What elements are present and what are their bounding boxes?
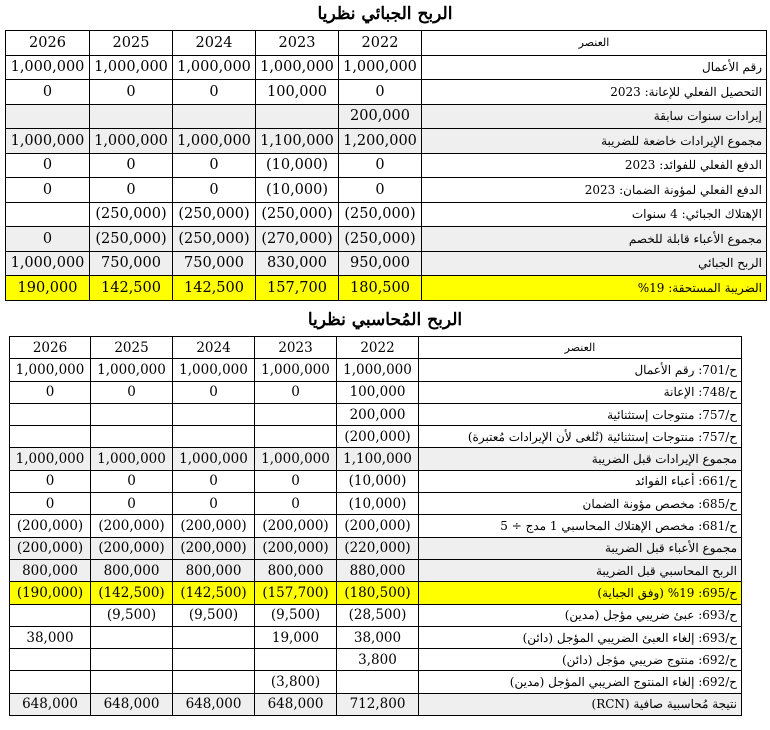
value-cell: 0: [173, 470, 255, 492]
table-row: [6, 251, 767, 276]
value-cell: (200,000): [255, 515, 337, 537]
table-row: [6, 129, 767, 154]
value-cell: 648,000: [173, 693, 255, 715]
table-row: [6, 55, 767, 80]
table-row: [10, 537, 742, 559]
row-label: ح/701: رقم الأعمال: [419, 359, 742, 381]
value-cell: 950,000: [339, 251, 422, 276]
value-cell: (220,000): [337, 537, 419, 559]
table-row: [10, 604, 742, 626]
value-cell: (250,000): [339, 202, 422, 227]
value-cell: 100,000: [256, 80, 339, 105]
value-cell: 1,000,000: [256, 55, 339, 80]
value-cell: 0: [173, 493, 255, 515]
value-cell: (270,000): [256, 227, 339, 252]
value-cell: 0: [10, 493, 91, 515]
table-row: [10, 559, 742, 581]
value-cell: 0: [10, 470, 91, 492]
value-cell: 1,000,000: [6, 129, 90, 154]
value-cell: 800,000: [255, 559, 337, 581]
value-cell: 0: [6, 227, 90, 252]
table-row: [6, 178, 767, 203]
value-cell: 200,000: [337, 403, 419, 425]
value-cell: (250,000): [256, 202, 339, 227]
value-cell: 830,000: [256, 251, 339, 276]
row-label: ح/693: إلغاء العبئ الضريبي المؤجل (دائن): [419, 626, 742, 648]
value-cell: 0: [255, 493, 337, 515]
table-row: [6, 153, 767, 178]
value-cell: 0: [173, 80, 256, 105]
value-cell: [6, 202, 90, 227]
row-label: رقم الأعمال: [422, 55, 767, 80]
value-cell: 1,000,000: [90, 55, 173, 80]
table-row: [10, 470, 742, 492]
value-cell: [91, 426, 173, 448]
value-cell: 0: [91, 470, 173, 492]
value-cell: [173, 426, 255, 448]
row-label: نتيجة مُحاسبية صافية (RCN): [419, 693, 742, 715]
value-cell: (157,700): [255, 582, 337, 604]
year-header: 2024: [173, 337, 255, 359]
row-label: ح/757: منتوجات إستثنائية: [419, 403, 742, 425]
value-cell: [10, 671, 91, 693]
table2-title: الربح المُحاسبي نظريا: [307, 310, 463, 330]
table-row: [10, 582, 742, 604]
row-label: ح/757: منتوجات إستثنائية (تُلغى لأن الإيرادات مُعتبرة): [419, 426, 742, 448]
value-cell: 1,000,000: [173, 448, 255, 470]
value-cell: (200,000): [173, 537, 255, 559]
value-cell: (180,500): [337, 582, 419, 604]
table-header-row: [6, 31, 767, 56]
table-row: [10, 649, 742, 671]
value-cell: (9,500): [173, 604, 255, 626]
value-cell: 800,000: [10, 559, 91, 581]
value-cell: 0: [255, 470, 337, 492]
row-label: ح/661: أعباء الفوائد: [419, 470, 742, 492]
value-cell: [255, 403, 337, 425]
value-cell: 0: [6, 153, 90, 178]
value-cell: (200,000): [173, 515, 255, 537]
value-cell: 0: [339, 80, 422, 105]
value-cell: 880,000: [337, 559, 419, 581]
value-cell: 800,000: [91, 559, 173, 581]
value-cell: [173, 671, 255, 693]
year-header: 2023: [256, 31, 339, 56]
table-row: [10, 359, 742, 381]
table-header-row: [10, 337, 742, 359]
table-row: [10, 493, 742, 515]
row-label: ح/692: منتوج ضريبي مؤجل (دائن): [419, 649, 742, 671]
year-header: 2022: [337, 337, 419, 359]
value-cell: [255, 426, 337, 448]
value-cell: 19,000: [255, 626, 337, 648]
table-row: [6, 202, 767, 227]
value-cell: 0: [10, 381, 91, 403]
value-cell: 0: [173, 178, 256, 203]
value-cell: 38,000: [10, 626, 91, 648]
value-cell: 0: [255, 381, 337, 403]
value-cell: 1,200,000: [339, 129, 422, 154]
value-cell: (250,000): [90, 202, 173, 227]
value-cell: 1,000,000: [337, 359, 419, 381]
value-cell: 750,000: [173, 251, 256, 276]
value-cell: 1,100,000: [256, 129, 339, 154]
value-cell: (10,000): [256, 153, 339, 178]
value-cell: (10,000): [337, 493, 419, 515]
value-cell: (190,000): [10, 582, 91, 604]
value-cell: (250,000): [339, 227, 422, 252]
value-cell: (28,500): [337, 604, 419, 626]
value-cell: (10,000): [256, 178, 339, 203]
value-cell: (200,000): [337, 426, 419, 448]
value-cell: 648,000: [10, 693, 91, 715]
value-cell: 1,000,000: [339, 55, 422, 80]
value-cell: (200,000): [10, 515, 91, 537]
row-label: ح/685: مخصص مؤونة الضمان: [419, 493, 742, 515]
value-cell: 38,000: [337, 626, 419, 648]
value-cell: [10, 649, 91, 671]
row-label: الدفع الفعلي للفوائد: 2023: [422, 153, 767, 178]
year-header: 2026: [10, 337, 91, 359]
row-label: مجموع الإيرادات خاضعة للضريبة: [422, 129, 767, 154]
value-cell: (250,000): [173, 202, 256, 227]
year-header: 2024: [173, 31, 256, 56]
value-cell: [256, 104, 339, 129]
value-cell: 1,000,000: [6, 55, 90, 80]
value-cell: 190,000: [6, 276, 90, 301]
year-header: 2025: [90, 31, 173, 56]
value-cell: [255, 649, 337, 671]
value-cell: 0: [339, 153, 422, 178]
row-label: الربح الجبائي: [422, 251, 767, 276]
table-row: [10, 671, 742, 693]
year-header: 2025: [91, 337, 173, 359]
value-cell: [91, 626, 173, 648]
accounting-profit-table-body: [10, 337, 742, 716]
value-cell: [10, 403, 91, 425]
value-cell: 0: [90, 178, 173, 203]
year-header: 2022: [339, 31, 422, 56]
row-label: مجموع الأعباء قبل الضريبة: [419, 537, 742, 559]
value-cell: [173, 626, 255, 648]
value-cell: 0: [91, 381, 173, 403]
item-column-header: العنصر: [419, 337, 742, 359]
row-label: ح/681: مخصص الإهتلاك المحاسبي 1 مدج ÷ 5: [419, 515, 742, 537]
value-cell: 1,000,000: [10, 359, 91, 381]
table-row: [6, 276, 767, 301]
value-cell: [90, 104, 173, 129]
year-header: 2023: [255, 337, 337, 359]
value-cell: 648,000: [91, 693, 173, 715]
row-label: الإهتلاك الجبائي: 4 سنوات: [422, 202, 767, 227]
value-cell: 180,500: [339, 276, 422, 301]
table-row: [6, 227, 767, 252]
value-cell: (200,000): [255, 537, 337, 559]
value-cell: (250,000): [173, 227, 256, 252]
value-cell: [6, 104, 90, 129]
value-cell: 0: [6, 178, 90, 203]
table-row: [10, 426, 742, 448]
row-label: مجموع الإيرادات قبل الضريبة: [419, 448, 742, 470]
value-cell: 100,000: [337, 381, 419, 403]
value-cell: 1,000,000: [91, 359, 173, 381]
value-cell: (9,500): [91, 604, 173, 626]
value-cell: [91, 649, 173, 671]
item-column-header: العنصر: [422, 31, 767, 56]
table1-title: الربح الجبائي نظريا: [317, 4, 453, 24]
value-cell: (3,800): [255, 671, 337, 693]
row-label: مجموع الأعباء قابلة للخصم: [422, 227, 767, 252]
value-cell: 0: [90, 153, 173, 178]
value-cell: (142,500): [91, 582, 173, 604]
value-cell: 1,000,000: [173, 359, 255, 381]
value-cell: 648,000: [255, 693, 337, 715]
row-label: ح/692: إلغاء المنتوج الضريبي المؤجل (مدين): [419, 671, 742, 693]
value-cell: [173, 403, 255, 425]
value-cell: 750,000: [90, 251, 173, 276]
value-cell: 800,000: [173, 559, 255, 581]
value-cell: [10, 426, 91, 448]
value-cell: [337, 671, 419, 693]
row-label: الضريبة المستحقة: 19%: [422, 276, 767, 301]
row-label: ح/748: الإعانة: [419, 381, 742, 403]
fiscal-profit-table-body: [6, 31, 767, 301]
value-cell: 200,000: [339, 104, 422, 129]
value-cell: (200,000): [10, 537, 91, 559]
value-cell: (9,500): [255, 604, 337, 626]
fiscal-profit-table: [5, 30, 767, 301]
table-row: [10, 403, 742, 425]
table-row: [10, 515, 742, 537]
row-label: الدفع الفعلي لمؤونة الضمان: 2023: [422, 178, 767, 203]
value-cell: 0: [91, 493, 173, 515]
year-header: 2026: [6, 31, 90, 56]
value-cell: 0: [6, 80, 90, 105]
value-cell: 1,000,000: [255, 359, 337, 381]
value-cell: 1,000,000: [6, 251, 90, 276]
value-cell: 0: [173, 381, 255, 403]
value-cell: [10, 604, 91, 626]
row-label: إيرادات سنوات سابقة: [422, 104, 767, 129]
table-row: [6, 104, 767, 129]
value-cell: 0: [339, 178, 422, 203]
value-cell: [91, 671, 173, 693]
accounting-profit-table: [9, 336, 742, 716]
value-cell: (200,000): [91, 515, 173, 537]
value-cell: 1,000,000: [90, 129, 173, 154]
value-cell: 1,000,000: [10, 448, 91, 470]
value-cell: (10,000): [337, 470, 419, 492]
value-cell: (200,000): [337, 515, 419, 537]
value-cell: 0: [90, 80, 173, 105]
row-label: التحصيل الفعلي للإعانة: 2023: [422, 80, 767, 105]
table-row: [6, 80, 767, 105]
table-row: [10, 693, 742, 715]
value-cell: [173, 104, 256, 129]
value-cell: 1,000,000: [91, 448, 173, 470]
table-row: [10, 381, 742, 403]
value-cell: 1,100,000: [337, 448, 419, 470]
value-cell: (250,000): [90, 227, 173, 252]
value-cell: 1,000,000: [255, 448, 337, 470]
value-cell: (142,500): [173, 582, 255, 604]
value-cell: 3,800: [337, 649, 419, 671]
value-cell: 142,500: [90, 276, 173, 301]
value-cell: 157,700: [256, 276, 339, 301]
value-cell: 1,000,000: [173, 55, 256, 80]
table-row: [10, 626, 742, 648]
value-cell: (200,000): [91, 537, 173, 559]
value-cell: [173, 649, 255, 671]
value-cell: 1,000,000: [173, 129, 256, 154]
row-label: ح/693: عبئ ضريبي مؤجل (مدين): [419, 604, 742, 626]
value-cell: 142,500: [173, 276, 256, 301]
value-cell: [91, 403, 173, 425]
table-row: [10, 448, 742, 470]
row-label: ح/695: 19% (وفق الجباية): [419, 582, 742, 604]
value-cell: 712,800: [337, 693, 419, 715]
value-cell: 0: [173, 153, 256, 178]
row-label: الربح المحاسبي قبل الضريبة: [419, 559, 742, 581]
